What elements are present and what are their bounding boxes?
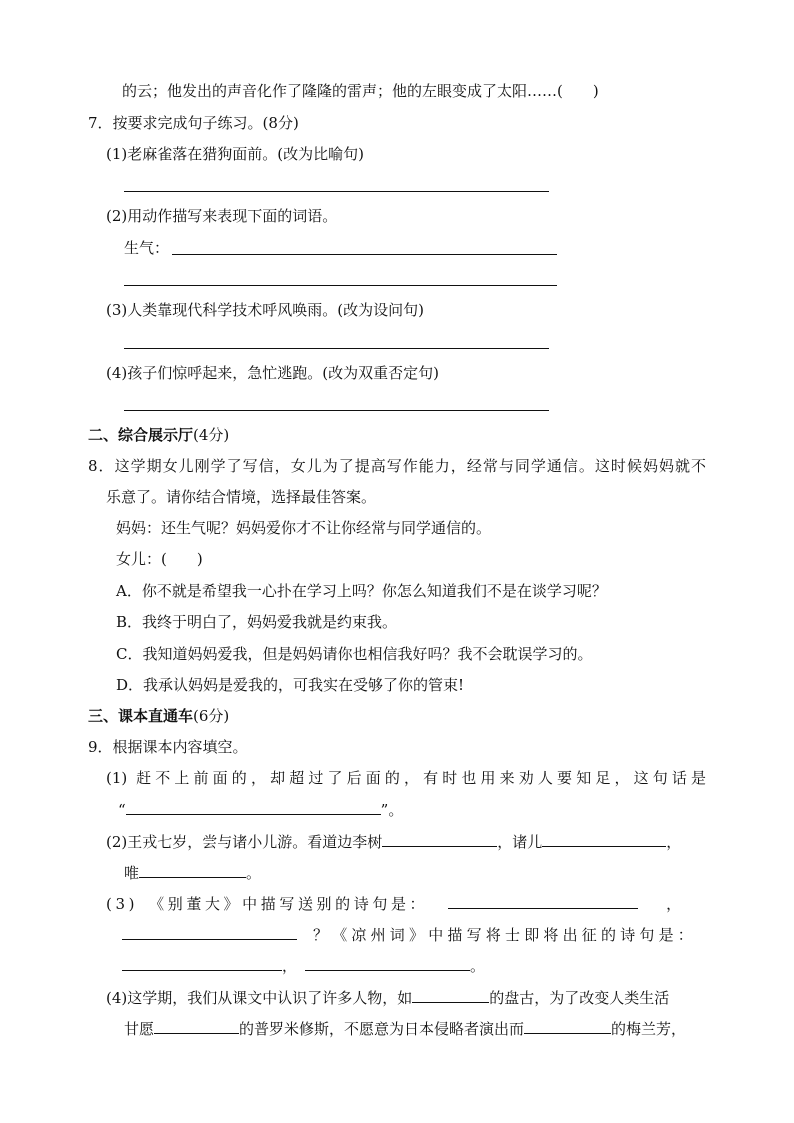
q8-mom-line: 妈妈：还生气呢？妈妈爱你才不让你经常与同学通信的。 bbox=[116, 519, 492, 537]
q9-item-3-text: (3) 《别董大》中描写送别的诗句是： bbox=[106, 895, 429, 913]
q9-item-3-continued bbox=[122, 924, 697, 945]
q9-heading: 9．根据课本内容填空。 bbox=[88, 738, 248, 756]
q9-item-2 bbox=[106, 831, 681, 852]
section-title: 二、综合展示厅 bbox=[88, 426, 194, 444]
q8-daughter-line: 女儿：( ) bbox=[116, 550, 203, 568]
q8-heading-continued: 乐意了。请你结合情境，选择最佳答案。 bbox=[106, 488, 377, 506]
q9-item-2-text: 唯 bbox=[124, 864, 140, 882]
section-3-heading bbox=[88, 706, 229, 726]
q7-item-4: (4)孩子们惊呼起来，急忙逃跑。(改为双重否定句) bbox=[106, 364, 439, 382]
q6-continuation: 的云；他发出的声音化作了隆隆的雷声；他的左眼变成了太阳……( ) bbox=[122, 82, 599, 100]
q8-option-b: B．我终于明白了，妈妈爱我就是约束我。 bbox=[116, 613, 398, 631]
q9-item-2-text: ， bbox=[666, 833, 682, 851]
q9-item-3-text: ？《凉州词》中描写将士即将出征的诗句是： bbox=[313, 926, 698, 944]
q9-item-4-text: 的盘古，为了改变人类生活 bbox=[489, 989, 670, 1007]
open-quote: “ bbox=[118, 801, 126, 819]
q8-option-d: D．我承认妈妈是爱我的，可我实在受够了你的管束! bbox=[116, 676, 465, 694]
close-quote: ”。 bbox=[380, 801, 404, 819]
q7-item-1: (1)老麻雀落在猎狗面前。(改为比喻句) bbox=[106, 145, 364, 163]
section-score: (6分) bbox=[193, 707, 230, 725]
q8-option-c: C．我知道妈妈爱我，但是妈妈请你也相信我好吗？我不会耽误学习的。 bbox=[116, 645, 593, 663]
q9-item-3-text: ， bbox=[666, 895, 682, 913]
q7-item-3: (3)人类靠现代科学技术呼风唤雨。(改为设问句) bbox=[106, 301, 424, 319]
answer-line[interactable] bbox=[124, 285, 557, 286]
section-title: 三、课本直通车 bbox=[88, 707, 194, 725]
q9-item-4-text: 的普罗米修斯，不愿意为日本侵略者演出而 bbox=[239, 1020, 525, 1038]
answer-line[interactable] bbox=[172, 254, 557, 255]
fill-blank[interactable] bbox=[382, 831, 497, 847]
q9-item-3-text: ， bbox=[282, 957, 298, 975]
q9-item-2-text: (2)王戎七岁，尝与诸小儿游。看道边李树 bbox=[106, 833, 383, 851]
section-2-heading bbox=[88, 425, 229, 445]
fill-blank[interactable] bbox=[448, 893, 638, 909]
answer-line[interactable] bbox=[124, 191, 549, 192]
q9-item-2-continued bbox=[124, 862, 261, 883]
q9-item-4-text: (4)这学期，我们从课文中认识了许多人物，如 bbox=[106, 989, 413, 1007]
fill-blank[interactable] bbox=[542, 831, 666, 847]
q7-heading: 7．按要求完成句子练习。(8分) bbox=[88, 114, 299, 132]
answer-line[interactable] bbox=[124, 348, 549, 349]
q7-item-2: (2)用动作描写来表现下面的词语。 bbox=[106, 207, 338, 225]
q9-item-3 bbox=[106, 893, 681, 914]
fill-blank[interactable] bbox=[412, 987, 489, 1003]
q9-item-4-text: 甘愿 bbox=[124, 1020, 155, 1038]
fill-blank[interactable] bbox=[122, 924, 297, 940]
q9-item-4-continued bbox=[124, 1018, 686, 1039]
q9-item-4-text: 的梅兰芳， bbox=[611, 1020, 687, 1038]
fill-blank[interactable] bbox=[305, 955, 470, 971]
fill-blank[interactable] bbox=[154, 1018, 239, 1034]
q9-item-4 bbox=[106, 987, 669, 1008]
q9-item-1: (1) 赶不上前面的，却超过了后面的，有时也用来劝人要知足，这句话是 bbox=[106, 769, 706, 787]
section-score: (4分) bbox=[193, 426, 230, 444]
q8-option-a: A．你不就是希望我一心扑在学习上吗？你怎么知道我们不是在谈学习呢？ bbox=[116, 582, 607, 600]
q7-item-2-label: 生气： bbox=[124, 239, 170, 257]
q9-item-1-blank-line bbox=[118, 799, 403, 820]
q9-item-3-line3 bbox=[122, 955, 485, 976]
q9-item-2-text: ，诸儿 bbox=[497, 833, 543, 851]
answer-line[interactable] bbox=[124, 410, 549, 411]
fill-blank[interactable] bbox=[122, 955, 282, 971]
q9-item-3-text: 。 bbox=[470, 957, 486, 975]
q8-heading: 8．这学期女儿刚学了写信，女儿为了提高写作能力，经常与同学通信。这时候妈妈就不 bbox=[88, 457, 706, 475]
q9-item-2-text: 。 bbox=[246, 864, 262, 882]
fill-blank[interactable] bbox=[524, 1018, 611, 1034]
fill-blank[interactable] bbox=[139, 862, 246, 878]
fill-blank[interactable] bbox=[126, 799, 381, 815]
